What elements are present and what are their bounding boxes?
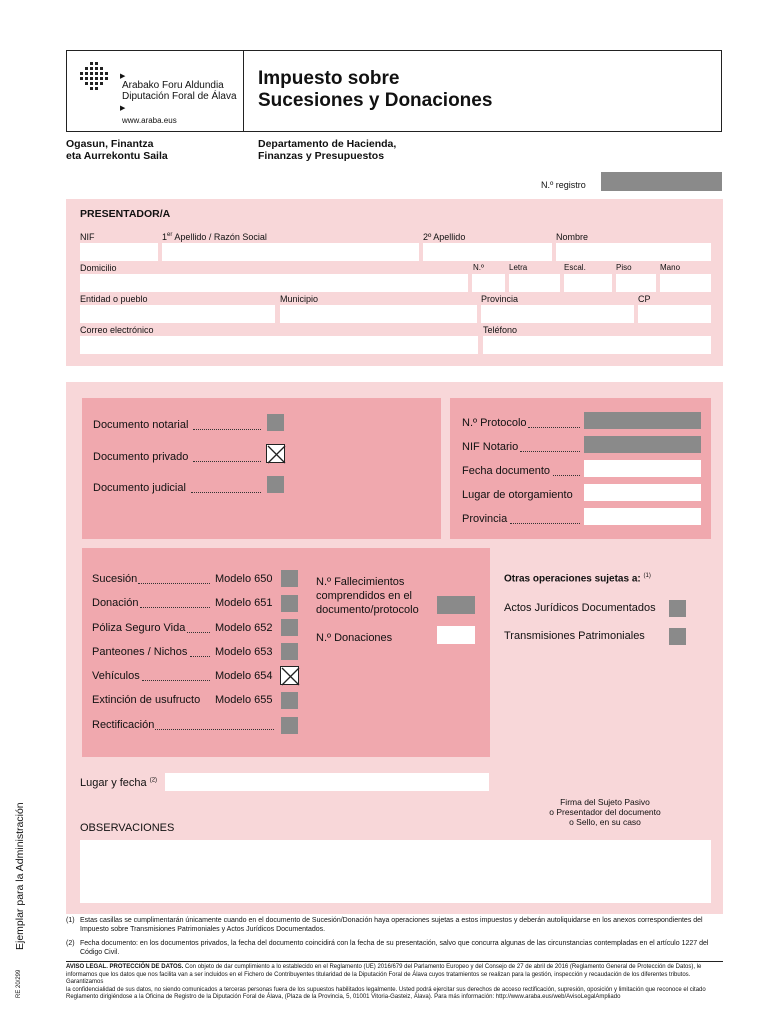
modelo-652-checkbox[interactable] (281, 619, 298, 636)
modelo-654-checkbox[interactable] (280, 666, 299, 685)
ajd-label: Actos Jurídicos Documentados (504, 602, 656, 614)
presentador-title: PRESENTADOR/A (80, 208, 171, 220)
modelo-653-checkbox[interactable] (281, 643, 298, 660)
checkmark-x-icon (281, 667, 300, 686)
piso-label: Piso (616, 263, 632, 272)
telefono-input[interactable] (483, 336, 711, 354)
modelo-number: Modelo 651 (215, 597, 273, 609)
modelo-row-label: Panteones / Nichos (92, 646, 188, 658)
escal-label: Escal. (564, 263, 586, 272)
footnote-2-num: (2) (66, 940, 75, 947)
provincia-doc-input[interactable] (584, 508, 701, 525)
org-name-es: Diputación Foral de Álava (122, 91, 237, 102)
tp-label: Transmisiones Patrimoniales (504, 630, 645, 642)
nif-input[interactable] (80, 243, 158, 261)
leader-dots (510, 523, 580, 524)
doc-judicial-checkbox[interactable] (267, 476, 284, 493)
cp-input[interactable] (638, 305, 711, 323)
doc-privado-checkbox[interactable] (266, 444, 285, 463)
nombre-label: Nombre (556, 232, 589, 242)
araba-logo-icon (78, 60, 114, 96)
modelo-row-label: Sucesión (92, 573, 138, 585)
domicilio-input[interactable] (80, 274, 468, 292)
provincia-doc-label: Provincia (462, 513, 508, 525)
modelo-number: Modelo 653 (215, 646, 273, 658)
nombre-input[interactable] (556, 243, 711, 261)
footer-divider (66, 961, 723, 962)
dept-es: Departamento de Hacienda, Finanzas y Presupuestos (258, 138, 397, 162)
domicilio-label: Domicilio (80, 263, 117, 273)
municipio-input[interactable] (280, 305, 477, 323)
lugar-fecha-input[interactable] (165, 773, 489, 791)
modelo-number: Modelo 655 (215, 694, 273, 706)
rectificacion-checkbox[interactable] (281, 717, 298, 734)
escal-input[interactable] (564, 274, 612, 292)
modelo-650-checkbox[interactable] (281, 570, 298, 587)
mano-label: Mano (660, 263, 681, 272)
apellido2-input[interactable] (423, 243, 552, 261)
firma-label: Firma del Sujeto Pasivo o Presentador del documento o Sello, en su caso (549, 797, 661, 827)
leader-dots (520, 451, 580, 452)
checkmark-x-icon (267, 445, 286, 464)
registro-label: N.º registro (541, 180, 586, 190)
provincia-label: Provincia (481, 294, 519, 304)
leader-dots (190, 656, 210, 657)
tp-checkbox[interactable] (669, 628, 686, 645)
numero-input[interactable] (472, 274, 505, 292)
doc-notarial-label: Documento notarial (93, 419, 189, 431)
apellido2-label: 2º Apellido (423, 232, 466, 242)
otras-title: Otras operaciones sujetas a: $^{(1)}$ (504, 573, 651, 585)
leader-dots (155, 729, 274, 730)
numero-label: N.º (473, 263, 484, 272)
footnote-2: Fecha documento: en los documentos privados, la fecha del documento coincidirá con la fecha de su presentación, salvo que concurra algunas de las circunstancias contempladas en el artículo 1227 del Código Civil. (80, 940, 709, 956)
letra-input[interactable] (509, 274, 560, 292)
aviso-legal: AVISO LEGAL. PROTECCIÓN DE DATOS. Con objeto de dar cumplimiento a lo establecido en el Reglamento (UE) 2016/679 del Parlamento Europeo y del Consejo de 27 de abril de 2016 (Reglamento General de Protección de Datos), le informamos que los datos que nos facilita van a ser incluidos en el Fichero de Contribuyentes titularidad de la Diputación Foral de Álava cuyos tratamientos se realizan para la gestión, inspección y recaudación de los diferentes tributos. Garantizamos la confidencialidad de sus datos, no siendo comunicados a terceras personas fuera de los supuestos habilitados legalmente. Usted podrá ejercitar sus derechos de acceso rectificación, supresión, oposición y limitación que reconoce el citado Reglamento dirigiéndose a la Oficina de Registro de la Diputación Foral de Álava, (Plaza de la Provincia, 5, 01001 Vitoria-Gasteiz, Álava). Para más información: http://www.araba.eus/web/AvisoLegalAmpliado (66, 964, 706, 1000)
modelo-655-checkbox[interactable] (281, 692, 298, 709)
modelo-row-label: Vehículos (92, 670, 140, 682)
modelo-row-label: Rectificación (92, 719, 155, 731)
modelo-651-checkbox[interactable] (281, 595, 298, 612)
ejemplar-label: Ejemplar para la Administración (14, 802, 26, 950)
modelo-number: Modelo 650 (215, 573, 273, 585)
correo-label: Correo electrónico (80, 325, 154, 335)
telefono-label: Teléfono (483, 325, 518, 335)
fecha-doc-input[interactable] (584, 460, 701, 477)
nif-label: NIF (80, 232, 95, 242)
nif-notario-field (584, 436, 701, 453)
web-link[interactable]: www.araba.eus (122, 116, 177, 125)
dept-eu: Ogasun, Finantza eta Aurrekontu Saila (66, 138, 168, 162)
observaciones-input[interactable] (80, 840, 711, 903)
leader-dots (553, 475, 580, 476)
modelo-row-label: Donación (92, 597, 139, 609)
arrow-icon: ▶ (120, 73, 126, 80)
leader-dots (142, 680, 210, 681)
entidad-input[interactable] (80, 305, 275, 323)
lugar-otorgamiento-label: Lugar de otorgamiento (462, 489, 573, 501)
leader-dots (187, 632, 210, 633)
modelo-number: Modelo 654 (215, 670, 273, 682)
ajd-checkbox[interactable] (669, 600, 686, 617)
arrow-icon: ▶ (120, 105, 126, 112)
leader-dots (191, 492, 261, 493)
entidad-label: Entidad o pueblo (80, 294, 148, 304)
leader-dots (138, 583, 210, 584)
observaciones-title: OBSERVACIONES (80, 822, 175, 834)
doc-judicial-label: Documento judicial (93, 482, 186, 494)
apellido1-input[interactable] (162, 243, 419, 261)
leader-dots (193, 461, 261, 462)
municipio-label: Municipio (280, 294, 319, 304)
header-divider (243, 50, 244, 132)
lugar-otorgamiento-input[interactable] (584, 484, 701, 501)
mano-input[interactable] (660, 274, 711, 292)
leader-dots (140, 607, 210, 608)
doc-notarial-checkbox[interactable] (267, 414, 284, 431)
footnote-1-num: (1) (66, 917, 75, 924)
modelo-number: Modelo 652 (215, 622, 273, 634)
fecha-doc-label: Fecha documento (462, 465, 551, 477)
protocolo-label: N.º Protocolo (462, 417, 527, 429)
nif-notario-label: NIF Notario (462, 441, 519, 453)
letra-label: Letra (509, 263, 528, 272)
cp-label: CP (638, 294, 651, 304)
org-name-eu: Arabako Foru Aldundia (122, 80, 224, 91)
modelo-row-label: Póliza Seguro Vida (92, 622, 186, 634)
leader-dots (528, 427, 580, 428)
footnote-1: Estas casillas se cumplimentarán únicamente cuando en el documento de Sucesión/Donación haya operaciones sujetas a estos impuestos y deberán autoliquidarse en los anexos correspondientes del Impuesto sobre Transmisiones Patrimoniales y Actos Jurídicos Documentados. (80, 917, 703, 933)
leader-dots (193, 429, 261, 430)
donaciones-input[interactable] (437, 626, 475, 644)
fallecimientos-label: N.º Fallecimientos comprendidos en el documento/protocolo (316, 576, 419, 616)
piso-input[interactable] (616, 274, 656, 292)
form-code: RE 20/299 (16, 969, 22, 998)
doc-privado-label: Documento privado (93, 451, 189, 463)
correo-input[interactable] (80, 336, 478, 354)
protocolo-field (584, 412, 701, 429)
fallecimientos-field (437, 596, 475, 614)
registro-field (601, 172, 722, 191)
form-title: Impuesto sobre Sucesiones y Donaciones (258, 68, 493, 111)
donaciones-label: N.º Donaciones (316, 632, 393, 644)
apellido1-label: 1er Apellido / Razón Social (162, 232, 267, 242)
lugar-fecha-label: Lugar y fecha $^{(2)}$ (80, 777, 158, 789)
provincia-input[interactable] (481, 305, 634, 323)
modelo-row-label: Extinción de usufructo (92, 694, 201, 706)
